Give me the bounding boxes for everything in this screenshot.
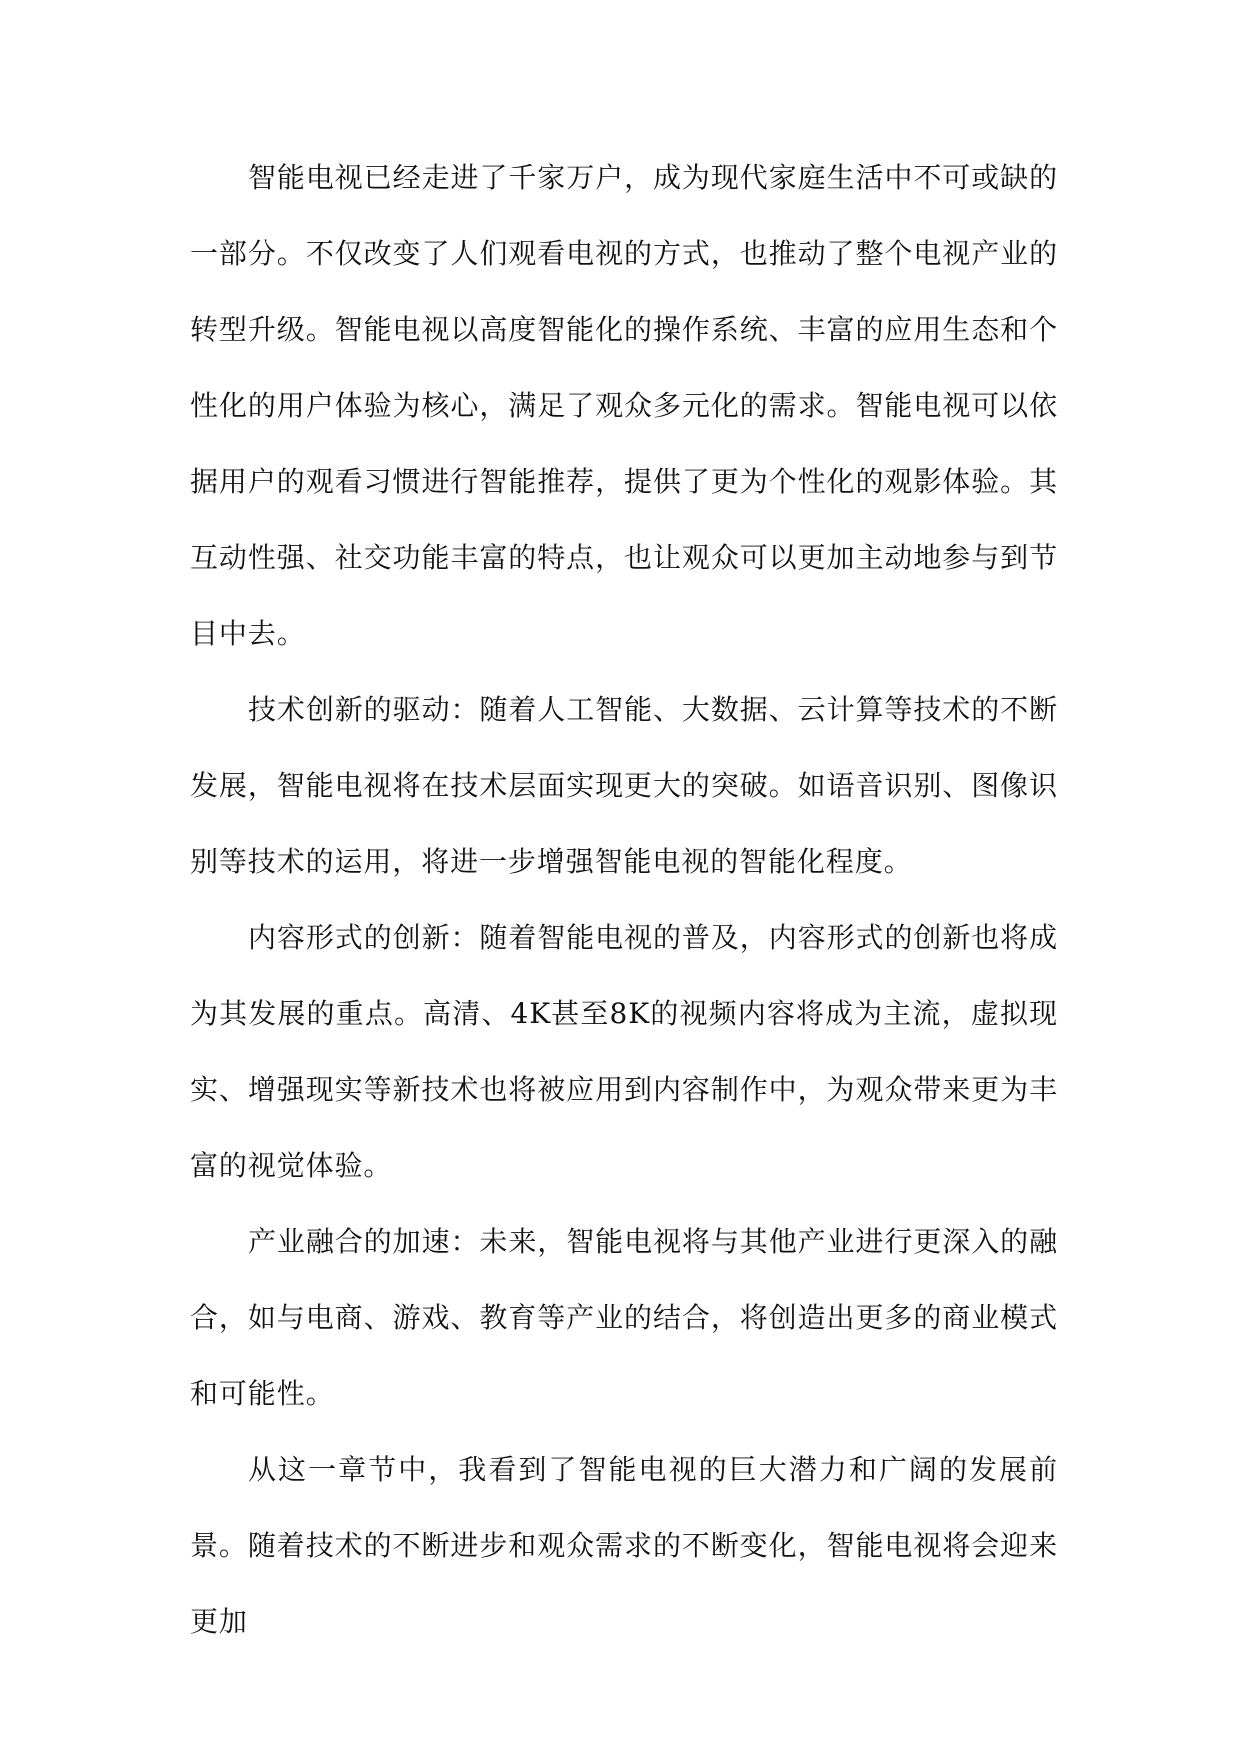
paragraph-content-innovation: 内容形式的创新：随着智能电视的普及，内容形式的创新也将成为其发展的重点。高清、4K甚至8K的视频内容将成为主流，虚拟现实、增强现实等新技术也将被应用到内容制作中，为观众带来更为丰富的视觉体验。 [190, 921, 1058, 1182]
paragraph-industry-integration: 产业融合的加速：未来，智能电视将与其他产业进行更深入的融合，如与电商、游戏、教育等产业的结合，将创造出更多的商业模式和可能性。 [190, 1225, 1058, 1410]
body-text [190, 140, 1058, 1660]
paragraph-tech-innovation: 技术创新的驱动：随着人工智能、大数据、云计算等技术的不断发展，智能电视将在技术层面实现更大的突破。如语音识别、图像识别等技术的运用，将进一步增强智能电视的智能化程度。 [190, 693, 1058, 878]
paragraph-intro: 智能电视已经走进了千家万户，成为现代家庭生活中不可或缺的一部分。不仅改变了人们观看电视的方式，也推动了整个电视产业的转型升级。智能电视以高度智能化的操作系统、丰富的应用生态和个性化的用户体验为核心，满足了观众多元化的需求。智能电视可以依据用户的观看习惯进行智能推荐，提供了更为个性化的观影体验。其互动性强、社交功能丰富的特点，也让观众可以更加主动地参与到节目中去。 [190, 161, 1058, 650]
paragraph-conclusion: 从这一章节中，我看到了智能电视的巨大潜力和广阔的发展前景。随着技术的不断进步和观众需求的不断变化，智能电视将会迎来更加 [190, 1453, 1058, 1638]
